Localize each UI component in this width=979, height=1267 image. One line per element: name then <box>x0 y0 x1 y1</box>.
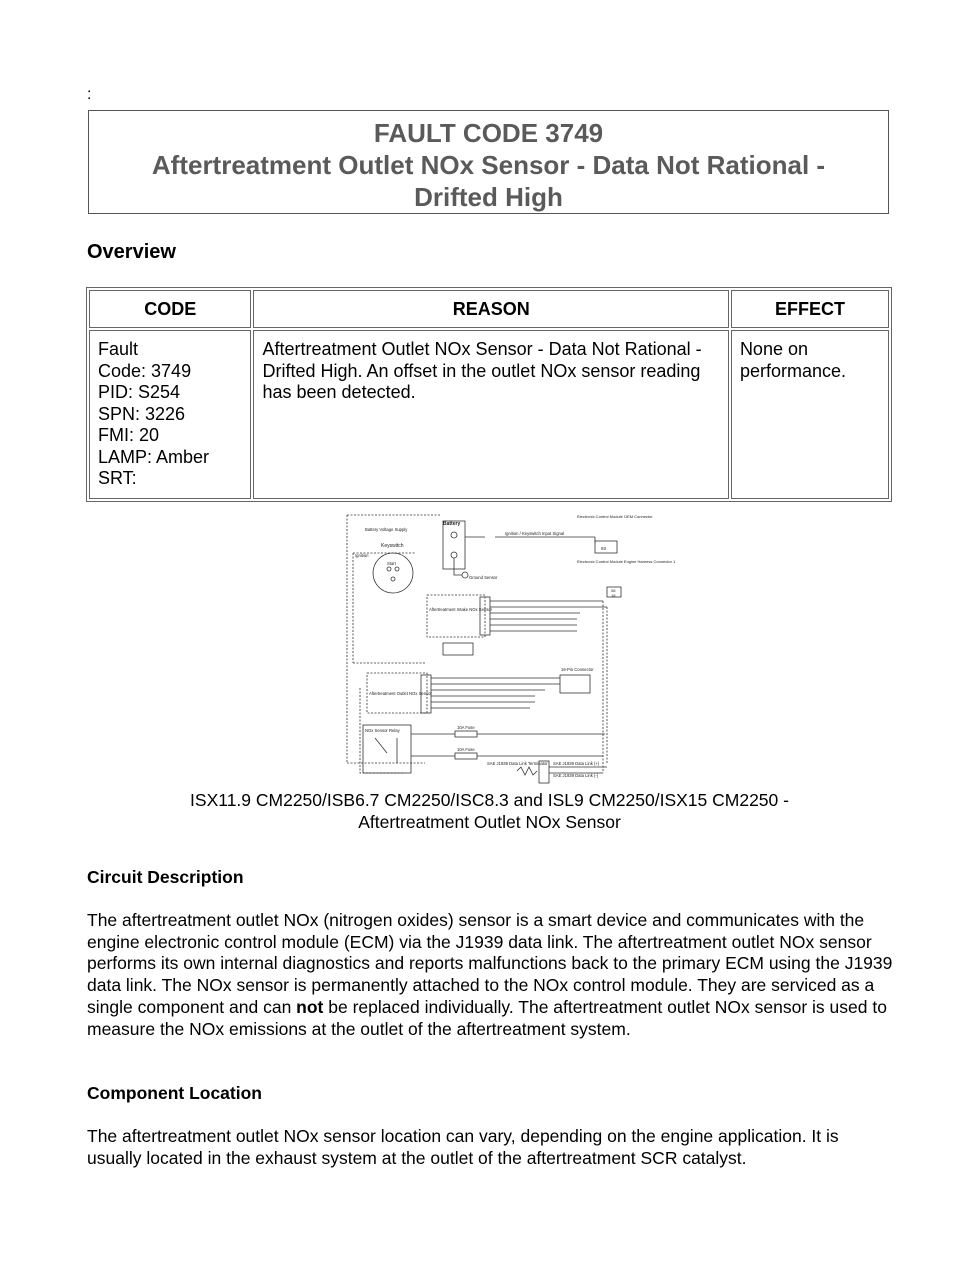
fault-title-box <box>88 110 889 214</box>
table-header-row <box>89 290 889 328</box>
header-code: CODE <box>89 290 251 328</box>
label-outlet-sensor: Aftertreatment Outlet NOx Sensor <box>369 691 432 696</box>
caption-line2: Aftertreatment Outlet NOx Sensor <box>358 812 621 832</box>
code-line: LAMP: Amber <box>98 446 210 467</box>
diagram-caption <box>100 789 879 833</box>
label-ecm-engine: Electronic Control Module Engine Harness Connector 1 <box>577 559 676 564</box>
header-effect: EFFECT <box>731 290 889 328</box>
circuit-description-text <box>87 910 897 1040</box>
label-fuse-1: 10A Fuse <box>457 725 475 730</box>
table-row <box>89 330 889 499</box>
ecm-pin-93: 93 <box>601 546 607 551</box>
code-line: SPN: 3226 <box>98 403 186 424</box>
label-terminator: SAE J1939 Data Link Terminator <box>487 761 548 766</box>
reason-cell: Aftertreatment Outlet NOx Sensor - Data Not Rational - Drifted High. An offset in the outlet NOx sensor reading has been detected. <box>253 330 728 499</box>
label-ign-input: Ignition / Keyswitch Input Signal <box>505 531 565 536</box>
circuit-text-part2: be replaced individually. The aftertreatment outlet NOx sensor is used to measure the NOx emissions at the outlet of the aftertreatment system. <box>87 996 887 1039</box>
caption-line1: ISX11.9 CM2250/ISB6.7 CM2250/ISC8.3 and ISL9 CM2250/ISX15 CM2250 - <box>190 790 789 810</box>
label-relay: NOx Sensor Relay <box>365 728 400 733</box>
overview-heading: Overview <box>87 241 176 263</box>
component-location-heading: Component Location <box>87 1083 262 1103</box>
circuit-text-part1: The aftertreatment outlet NOx (nitrogen oxides) sensor is a smart device and communicates with the engine electronic control module (ECM) via the J1939 data link. The aftertreatment outlet NOx sensor performs its own internal diagnostics and reports malfunctions back to the primary ECM using the J1939 data link. The NOx sensor is permanently attached to the NOx control module. They are serviced as a single component and can <box>87 910 893 1017</box>
code-line: Code: 3749 <box>98 360 192 381</box>
label-fuse-2: 10A Fuse <box>457 747 475 752</box>
code-line: PID: S254 <box>98 382 181 402</box>
label-keyswitch: Keyswitch <box>381 543 404 549</box>
fault-code-title: FAULT CODE 3749 <box>373 118 604 148</box>
code-line: FMI: 20 <box>98 425 160 445</box>
label-j1939-low: SAE J1939 Data Link (-) <box>553 773 599 778</box>
circuit-text-bold: not <box>296 996 324 1017</box>
code-line: Fault <box>98 339 139 359</box>
fault-code-table <box>86 287 892 502</box>
code-cell <box>89 330 251 499</box>
label-j1939-high: SAE J1939 Data Link (+) <box>553 761 600 766</box>
code-line: SRT: <box>98 468 137 488</box>
wiring-diagram <box>345 513 676 788</box>
header-reason: REASON <box>253 290 728 328</box>
circuit-description-heading: Circuit Description <box>87 867 244 887</box>
fault-title-line2: Drifted High <box>414 182 563 212</box>
fault-title-line1: Aftertreatment Outlet NOx Sensor - Data Not Rational - <box>151 150 826 180</box>
component-location-text: The aftertreatment outlet NOx sensor location can vary, depending on the engine application. It is usually located in the exhaust system at the outlet of the aftertreatment SCR catalyst. <box>87 1126 839 1168</box>
label-ignition: Ignition <box>355 553 369 558</box>
effect-cell: None on performance. <box>731 330 889 499</box>
label-ground: Ground Sensor <box>469 575 498 580</box>
label-ecm-oem: Electronic Control Module OEM Connector <box>577 514 653 519</box>
label-intake-sensor: Aftertreatment Intake NOx Sensor <box>429 607 493 612</box>
ecm-pin-18: 18 <box>611 593 616 598</box>
colon-marker: : <box>87 86 92 103</box>
label-16pin: 16-Pin Connector <box>561 667 594 672</box>
ecm-pin-08: 08 <box>611 588 616 593</box>
label-battery-supply: Battery Voltage Supply <box>365 527 408 532</box>
label-battery: Battery <box>443 521 461 527</box>
label-start: Start <box>387 561 396 566</box>
